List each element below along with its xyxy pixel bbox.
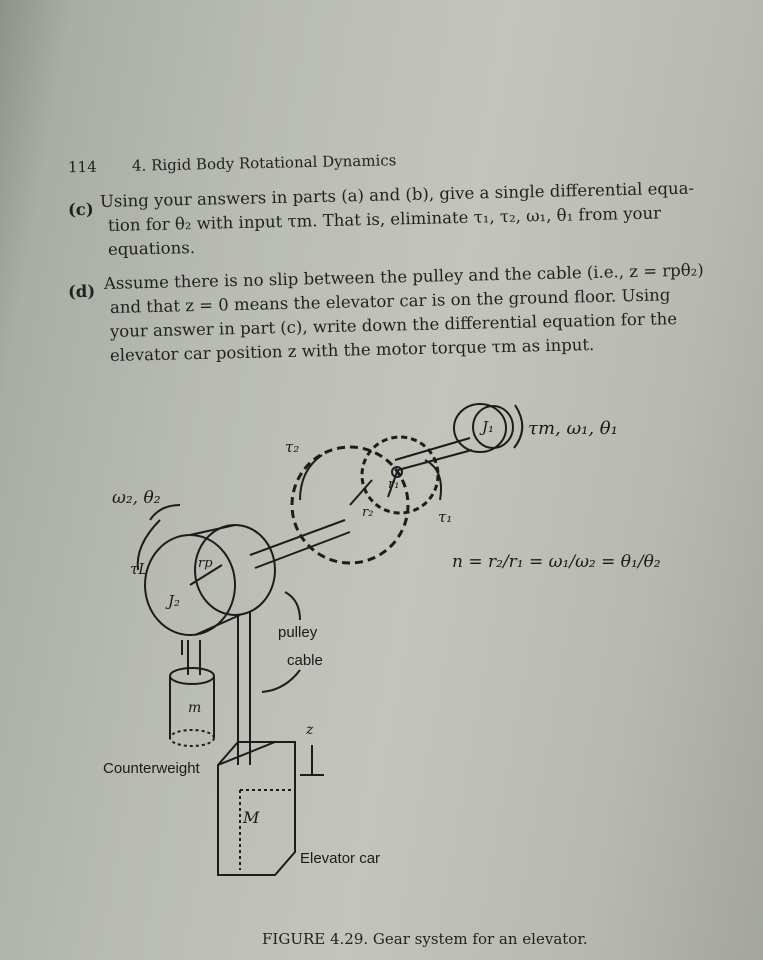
label-motor: τm, ω₁, θ₁ [528, 418, 618, 439]
pulley-rim-bottom [195, 615, 240, 635]
problem-d-line-3: your answer in part (c), write down the differential equation for the [109, 309, 678, 341]
problem-c-line-3: equations. [107, 238, 196, 259]
figure-caption: FIGURE 4.29. Gear system for an elevator. [262, 930, 588, 948]
problem-d-line-2: and that z = 0 means the elevator car is on the ground floor. Using [109, 285, 671, 317]
counterweight-bottom [170, 730, 214, 746]
label-omega2-theta2: ω₂, θ₂ [112, 488, 161, 508]
problem-c-label: (c) [67, 199, 94, 220]
label-r1: r₁ [388, 477, 400, 492]
label-tau1: τ₁ [438, 508, 453, 526]
r2-arrow [350, 480, 372, 505]
chapter-title: 4. Rigid Body Rotational Dynamics [131, 151, 397, 175]
label-m: m [188, 700, 202, 716]
page-number: 114 [67, 157, 97, 177]
counterweight-top [170, 668, 214, 684]
cable-label-arrow [262, 670, 300, 692]
label-elevator-car: Elevator car [300, 850, 381, 867]
label-J2: J₂ [168, 592, 181, 610]
label-M: M [243, 808, 260, 827]
tau2-arrow [300, 455, 322, 500]
label-counterweight: Counterweight [103, 760, 200, 777]
label-gear-ratio: n = r₂/r₁ = ω₁/ω₂ = θ₁/θ₂ [452, 552, 661, 572]
problem-d-line-1: Assume there is no slip between the pulley and the cable (i.e., z = rpθ₂) [103, 260, 704, 293]
label-rp: rp [198, 556, 213, 571]
problem-d-label: (d) [67, 281, 96, 302]
label-tauL: τL [130, 560, 149, 578]
z-arrow [300, 745, 324, 775]
problem-d-line-4: elevator car position z with the motor torque τm as input. [109, 335, 595, 365]
problem-c-line-2: tion for θ₂ with input τm. That is, eliminate τ₁, τ₂, ω₁, θ₁ from your [107, 203, 662, 235]
problem-c-line-1: Using your answers in parts (a) and (b), give a single differential equa- [99, 178, 695, 211]
label-r2: r₂ [362, 505, 374, 520]
motor-rotation-arrow [514, 405, 522, 448]
counterweight-cable [188, 640, 200, 675]
pulley-label-arrow [285, 592, 300, 620]
label-tau2: τ₂ [285, 438, 300, 456]
label-pulley: pulley [278, 624, 318, 641]
label-z: z [306, 722, 314, 738]
label-cable: cable [287, 652, 323, 669]
label-J1: J₁ [482, 418, 495, 436]
elevator-car-inner [240, 790, 292, 870]
